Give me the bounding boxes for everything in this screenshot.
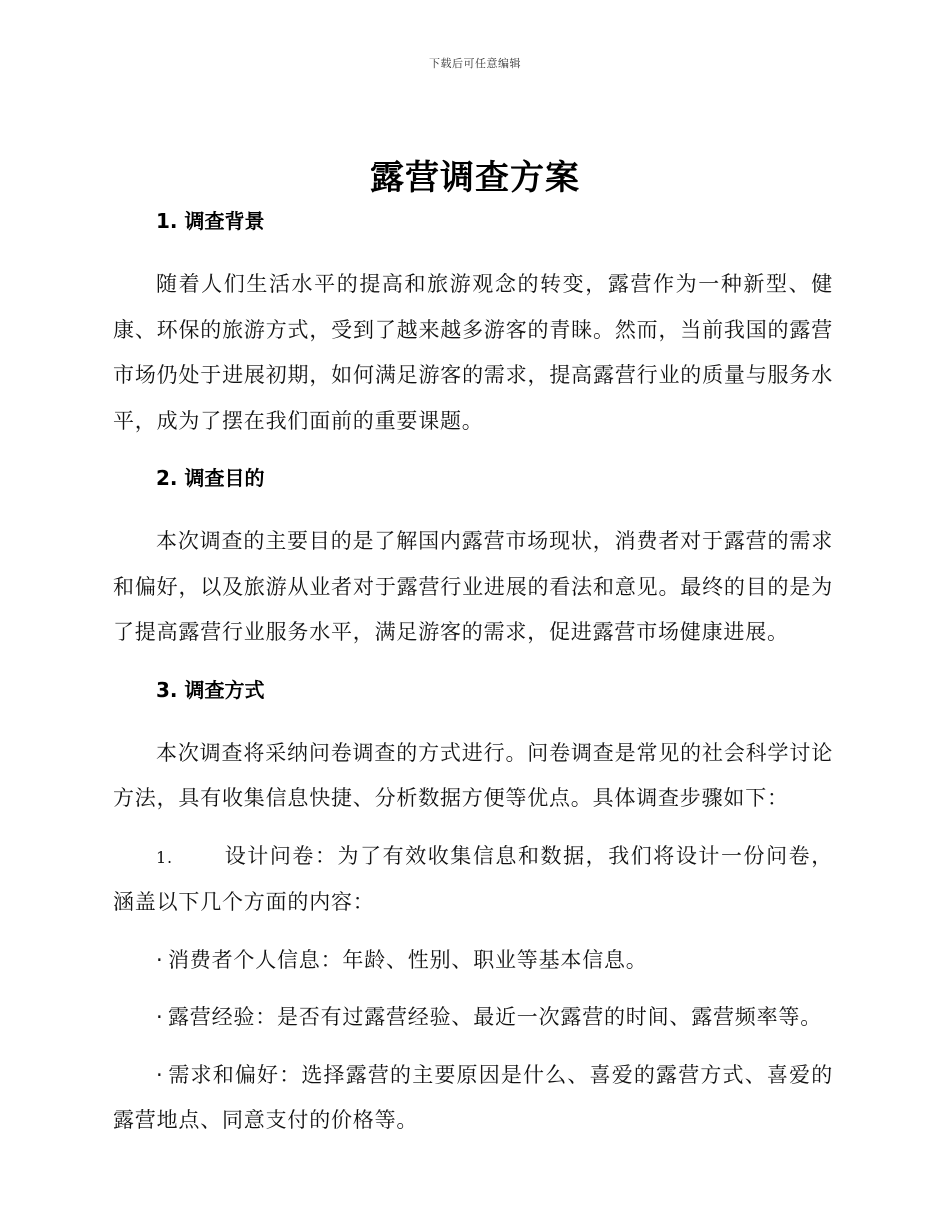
section-heading-purpose: 2. 调查目的: [156, 466, 265, 490]
bullet-text: 露营经验：是否有过露营经验、最近一次露营的时间、露营频率等。: [168, 1005, 822, 1029]
section-heading-background: 1. 调查背景: [156, 209, 265, 233]
bullet-dot-icon: ·: [156, 1062, 164, 1087]
bullet-dot-icon: ·: [156, 947, 164, 972]
bullet-item-needs-preferences: [113, 1053, 833, 1144]
section-paragraph-purpose: 本次调查的主要目的是了解国内露营市场现状，消费者对于露营的需求和偏好，以及旅游从业者对于露营行业进展的看法和意见。最终的目的是为了提高露营行业服务水平，满足游客的需求，促进露营市场健康进展。: [113, 529, 833, 644]
section-heading-method: 3. 调查方式: [156, 677, 265, 702]
document-title: 露营调查方案: [370, 158, 580, 198]
section-paragraph-background: 随着人们生活水平的提高和旅游观念的转变，露营作为一种新型、健康、环保的旅游方式，受到了越来越多游客的青睐。然而，当前我国的露营市场仍处于进展初期，如何满足游客的需求，提高露营行业的质量与服务水平，成为了摆在我们面前的重要课题。: [113, 272, 833, 433]
bullet-dot-icon: ·: [156, 1005, 164, 1029]
list-number-marker: 1.: [156, 847, 173, 867]
page-header: 下载后可任意编辑: [429, 57, 521, 70]
bullet-item-camping-experience: [113, 995, 833, 1041]
numbered-item-text: 设计问卷：为了有效收集信息和数据，我们将设计一份问卷，涵盖以下几个方面的内容：: [113, 843, 833, 914]
bullet-text: 需求和偏好：选择露营的主要原因是什么、喜爱的露营方式、喜爱的露营地点、同意支付的价格等。: [113, 1062, 833, 1132]
numbered-list-item: [113, 834, 833, 926]
bullet-item-personal-info: [113, 938, 833, 984]
bullet-text: 消费者个人信息：年龄、性别、职业等基本信息。: [168, 947, 648, 972]
section-paragraph-method: 本次调查将采纳问卷调查的方式进行。问卷调查是常见的社会科学讨论方法，具有收集信息快捷、分析数据方便等优点。具体调查步骤如下：: [113, 740, 833, 810]
document-body: [113, 205, 833, 1144]
